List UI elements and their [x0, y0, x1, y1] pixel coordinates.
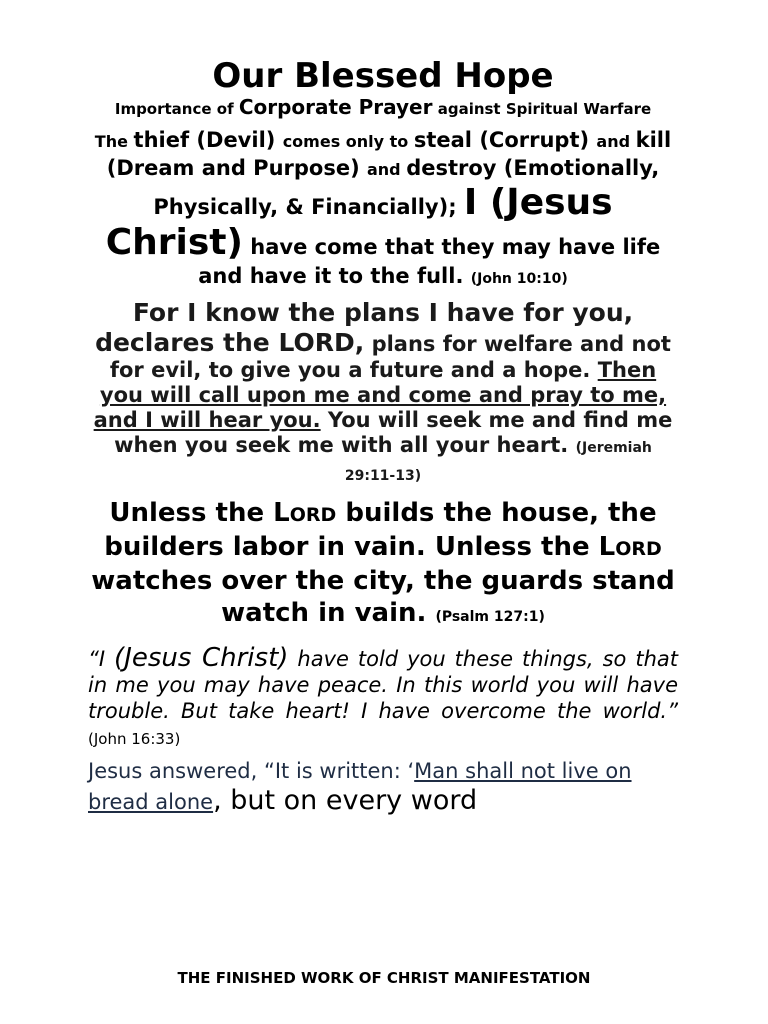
verse-reference: (John 16:33)	[88, 730, 181, 748]
john-10-10-verse	[88, 127, 678, 292]
subtitle-part: Importance of	[114, 100, 239, 118]
subtitle-emphasis: Corporate Prayer	[238, 95, 433, 119]
verse-text: builds the house, the builders labor in vain. Unless the L	[104, 498, 657, 562]
verse-reference: (Psalm 127:1)	[435, 609, 545, 625]
verse-reference: (Jeremiah 29:11-13)	[344, 440, 652, 484]
verse-text: steal (Corrupt)	[413, 128, 597, 152]
verse-text: , but on every word	[213, 785, 478, 816]
page-title: Our Blessed Hope	[212, 56, 554, 96]
psalm-verse	[88, 497, 678, 633]
verse-emphasis: (Jesus Christ)	[114, 643, 289, 673]
subtitle-part: against Spiritual Warfare	[432, 100, 652, 118]
verse-text: comes only to	[282, 132, 414, 151]
verse-smallcaps: ORD	[289, 504, 337, 526]
verse-text: Unless the L	[109, 498, 290, 528]
verse-text: and	[366, 160, 407, 179]
verse-text: For I know the plans I have for you, declares the LORD,	[95, 298, 634, 357]
verse-smallcaps: ORD	[615, 538, 662, 560]
verse-text: and	[596, 132, 636, 151]
verse-emphasis: I (Jesus Christ)	[105, 182, 613, 263]
verse-text: The	[94, 132, 134, 151]
jeremiah-verse	[88, 298, 678, 489]
verse-underlined: Then you will call upon me and come and pray to me, and I will hear you.	[93, 358, 667, 432]
matthew-verse	[88, 756, 678, 817]
john-16-33-verse	[88, 645, 678, 752]
verse-reference: (John 10:10)	[470, 271, 568, 287]
verse-text: watches over the city, the guards stand watch in vain.	[91, 566, 675, 628]
verse-text: kill (Dream and Purpose)	[106, 128, 672, 180]
verse-text: thief (Devil)	[133, 128, 283, 152]
verse-text: Jesus answered, “It is written: ‘	[88, 759, 415, 783]
verse-text: “I	[88, 647, 115, 671]
verse-text: You will seek me and find me when you seek me with all your heart.	[114, 408, 673, 457]
document-page	[88, 56, 678, 817]
verse-text: have come that they may have life and have it to the full.	[198, 235, 661, 288]
verse-text: have told you these things, so that in me you may have peace. In this world you will have trouble. But take heart! I have overcome the world.”	[88, 647, 678, 723]
page-footer: THE FINISHED WORK OF CHRIST MANIFESTATION	[177, 969, 591, 987]
subtitle	[88, 97, 678, 119]
verse-text: plans for welfare and not for evil, to give you a future and a hope.	[109, 332, 671, 382]
verse-text: destroy (Emotionally, Physically, & Financially);	[153, 156, 660, 219]
verse-link[interactable]: Man shall not live on bread alone	[88, 759, 632, 814]
